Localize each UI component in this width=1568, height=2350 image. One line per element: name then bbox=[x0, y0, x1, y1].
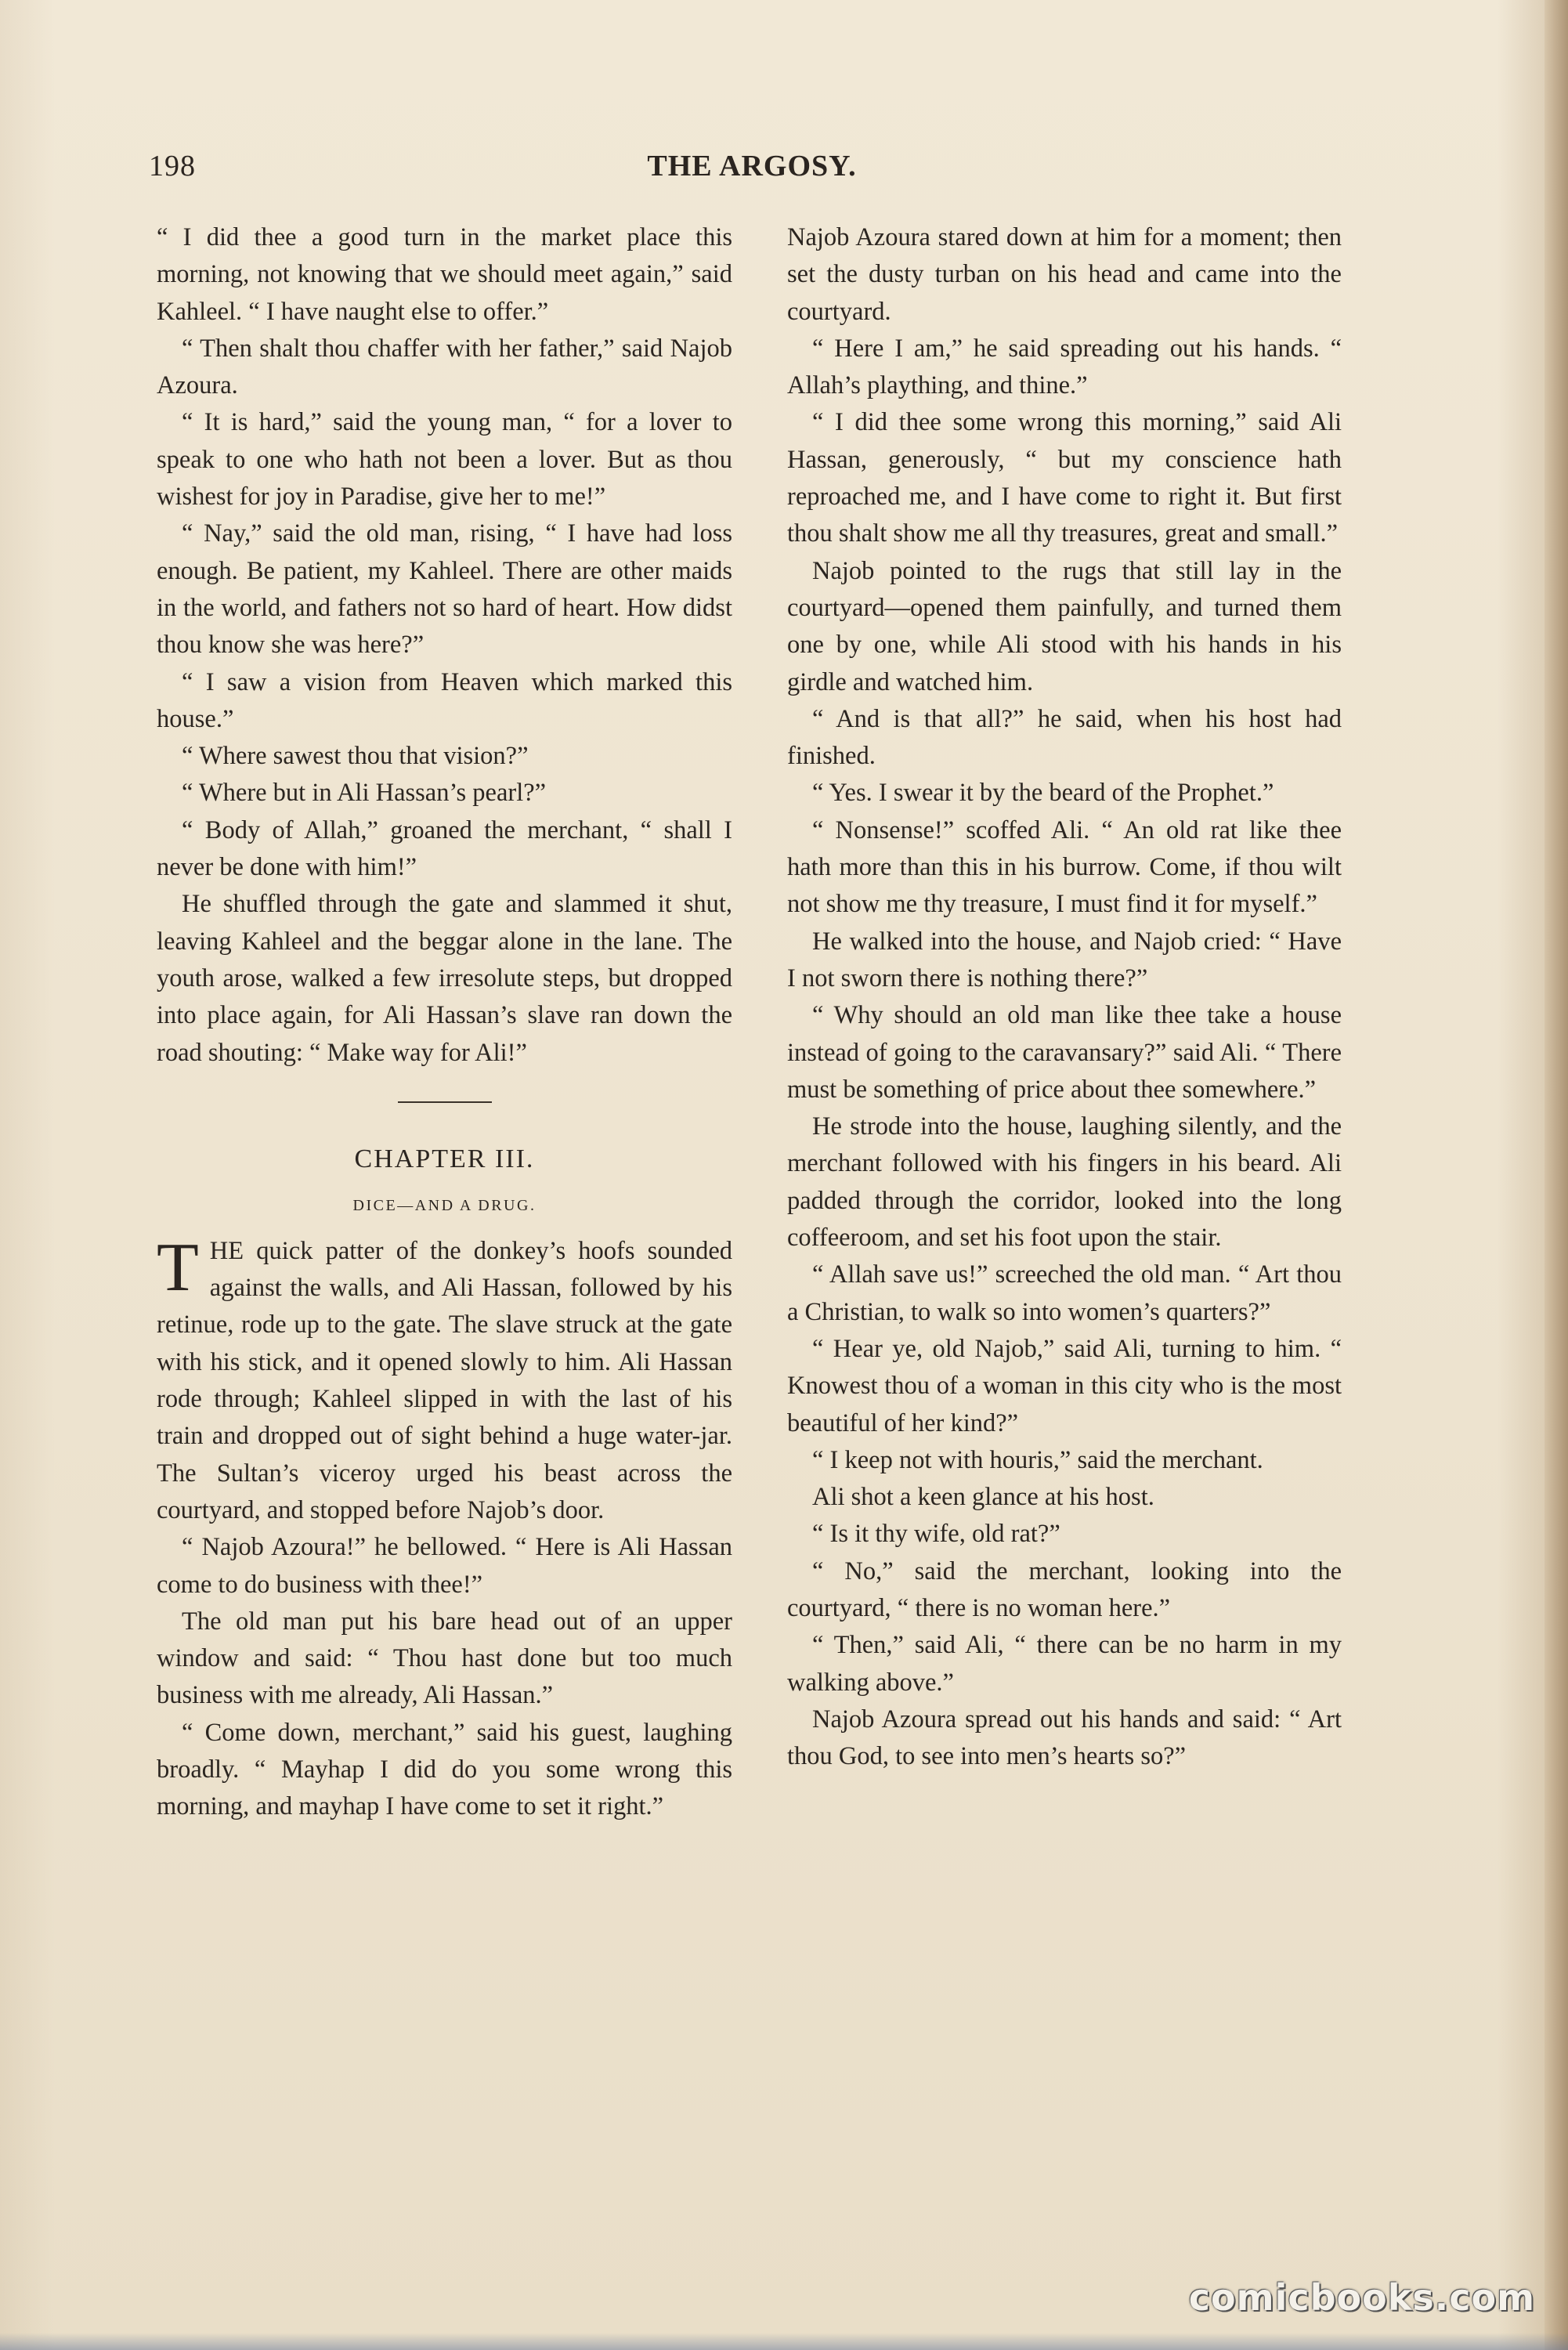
paragraph: “ Nay,” said the old man, rising, “ I have had loss enough. Be patient, my Kahleel. There are other maids in the world, and fathers not so hard of heart. How didst thou know she was here?” bbox=[157, 519, 732, 660]
paragraph: “ Yes. I swear it by the beard of the Prophet.” bbox=[812, 779, 1274, 808]
paragraph: “ Where but in Ali Hassan’s pearl?” bbox=[182, 779, 547, 808]
paragraph: Ali shot a keen glance at his host. bbox=[812, 1483, 1154, 1512]
paragraph: “ Why should an old man like thee take a house instead of going to the caravansary?” said Ali. “ There must be something of price about thee somewhere.” bbox=[787, 1001, 1342, 1104]
section-divider bbox=[398, 1101, 492, 1103]
page-header bbox=[149, 149, 1355, 188]
paragraph: The old man put his bare head out of an upper window and said: “ Thou hast done but too much business with me already, Ali Hassan.” bbox=[157, 1607, 732, 1710]
paragraph: He shuffled through the gate and slammed it shut, leaving Kahleel and the beggar alone in the lane. The youth arose, walked a few irresolute steps, but dropped into place again, for Ali Hassan’s slave ran down the road shouting: “ Make way for Ali!” bbox=[157, 890, 732, 1067]
paragraph: Najob pointed to the rugs that still lay in the courtyard—opened them painfully, and turned them one by one, while Ali stood with his hands in his girdle and watched him. bbox=[787, 556, 1342, 696]
paragraph: “ Then shalt thou chaffer with her father,” said Najob Azoura. bbox=[157, 334, 732, 400]
paragraph: “ Allah save us!” screeched the old man. “ Art thou a Christian, to walk so into women’s quarters?” bbox=[787, 1260, 1342, 1326]
paragraph: “ And is that all?” he said, when his host had finished. bbox=[787, 704, 1342, 771]
paragraph: “ It is hard,” said the young man, “ for a lover to speak to one who hath not been a lover. But as thou wishest for joy in Paradise, give her to me!” bbox=[157, 408, 732, 512]
right-column bbox=[787, 219, 1342, 1775]
chapter-opening-paragraph bbox=[157, 1229, 732, 1529]
paragraph: “ Najob Azoura!” he bellowed. “ Here is Ali Hassan come to do business with thee!” bbox=[157, 1533, 732, 1599]
paragraph: “ I keep not with houris,” said the merchant. bbox=[812, 1445, 1263, 1474]
page-edge-shadow bbox=[1545, 0, 1568, 2350]
paragraph: “ Where sawest thou that vision?” bbox=[182, 742, 529, 771]
paragraph: “ I did thee some wrong this morning,” said Ali Hassan, generously, “ but my conscience hath reproached me, and I have come to right it. But first thou shalt show me all thy treasures, great and small.” bbox=[787, 408, 1342, 548]
paragraph: “ Nonsense!” scoffed Ali. “ An old rat like thee hath more than this in his burrow. Come, if thou wilt not show me thy treasure, I must find it for myself.” bbox=[787, 815, 1342, 919]
paragraph: “ Then,” said Ali, “ there can be no harm in my walking above.” bbox=[787, 1631, 1342, 1697]
paragraph: He strode into the house, laughing silently, and the merchant followed with his fingers in his beard. Ali padded through the corridor, looked into the long coffeeroom, and set his foot upon the stair. bbox=[787, 1112, 1342, 1253]
chapter-opening-text: HE quick patter of the donkey’s hoofs sounded against the walls, and Ali Hassan, followed by his retinue, rode up to the gate. The slave struck at the gate with his stick, and it opened slowly to him. Ali Hassan rode through; Kahleel slipped in with the last of his train and dropped out of sight behind a huge water-jar. The Sultan’s viceroy urged his beast across the courtyard, and stopped before Najob’s door. bbox=[157, 1236, 732, 1524]
page-bottom-strip bbox=[0, 2333, 1568, 2350]
paragraph: Najob Azoura spread out his hands and said: “ Art thou God, to see into men’s hearts so?” bbox=[787, 1705, 1342, 1771]
chapter-subtitle: DICE—AND A DRUG. bbox=[352, 1196, 537, 1214]
paragraph: “ Hear ye, old Najob,” said Ali, turning to him. “ Knowest thou of a woman in this city who is the most beautiful of her kind?” bbox=[787, 1334, 1342, 1437]
running-title: THE ARGOSY. bbox=[647, 150, 857, 183]
paragraph: “ Is it thy wife, old rat?” bbox=[812, 1520, 1060, 1549]
paragraph: Najob Azoura stared down at him for a moment; then set the dusty turban on his head and came into the courtyard. bbox=[787, 223, 1342, 326]
paragraph: “ Here I am,” he said spreading out his hands. “ Allah’s plaything, and thine.” bbox=[787, 334, 1342, 400]
paragraph: “ Body of Allah,” groaned the merchant, “ shall I never be done with him!” bbox=[157, 815, 732, 882]
left-column bbox=[157, 219, 732, 1826]
drop-cap: T bbox=[157, 1229, 199, 1306]
paragraph: “ Come down, merchant,” said his guest, laughing broadly. “ Mayhap I did do you some wrong this morning, and mayhap I have come to set it right.” bbox=[157, 1718, 732, 1821]
page-number: 198 bbox=[149, 150, 196, 183]
chapter-title: CHAPTER III. bbox=[354, 1144, 535, 1173]
paragraph: “ I did thee a good turn in the market place this morning, not knowing that we should meet again,” said Kahleel. “ I have naught else to offer.” bbox=[157, 223, 732, 326]
paragraph: “ I saw a vision from Heaven which marked this house.” bbox=[157, 667, 732, 733]
paragraph: He walked into the house, and Najob cried: “ Have I not sworn there is nothing there?” bbox=[787, 927, 1342, 992]
site-watermark: comicbooks.com bbox=[1188, 2276, 1535, 2319]
paragraph: “ No,” said the merchant, looking into the courtyard, “ there is no woman here.” bbox=[787, 1556, 1342, 1622]
